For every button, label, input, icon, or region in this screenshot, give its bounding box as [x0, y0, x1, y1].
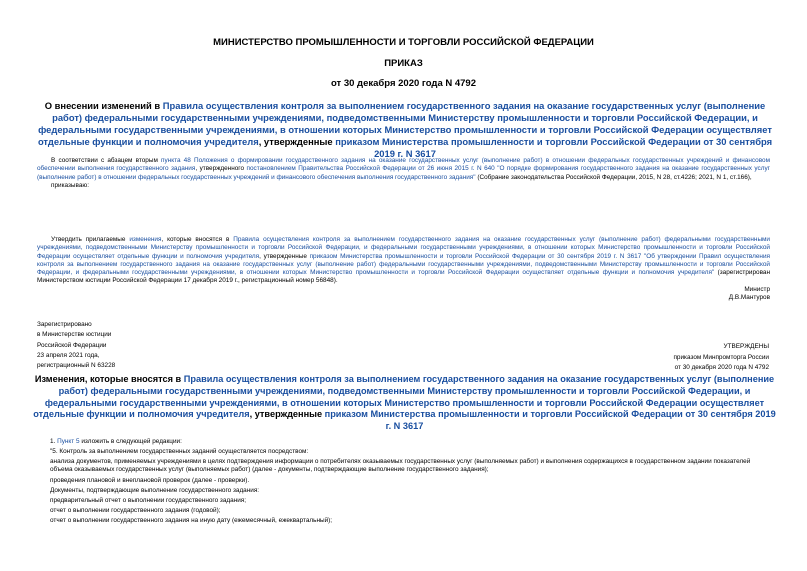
- rules-link[interactable]: Правила осуществления контроля за выполнением государственного задания на оказание государственных услуг (выполнение работ) федеральными государственными учреждениями, подведомственными Министерству промышленности и торговли Российской Федерации, и федеральными государственными учреждениями, в отношении которых Министерство промышленности и торговли Российской Федерации осуществляет отдельные функции и полномочия учредителя: [37, 236, 771, 260]
- item-1: [50, 437, 770, 447]
- title-prefix: О внесении изменений в: [44, 100, 163, 111]
- preamble-text: , утвержденного: [195, 165, 247, 173]
- doc-date-number: от 30 декабря 2020 года N 4792: [330, 78, 476, 89]
- title2-rules-link[interactable]: Правила осуществления контроля за выполнением государственного задания на оказание государственных услуг (выполнение работ) федеральными государственными учреждениями, подведомственными Министерству промышленности и торговли Российской Федерации, и федеральными государственными учреждениями, в отношении которых Министерство промышленности и торговли Российской Федерации осуществляет отдельные функции и полномочия учредителя: [33, 374, 775, 420]
- ministry-heading: МИНИСТЕРСТВО ПРОМЫШЛЕННОСТИ И ТОРГОВЛИ РОССИЙСКОЙ ФЕДЕРАЦИИ: [213, 37, 594, 48]
- ministry-order-link[interactable]: приказом Министерства промышленности и торговли Российской Федерации от 30 сентября 2019 г. N 3617 "Об утверждении Правил осуществления контроля за выполнением государственного задания на оказание государственных услуг (выполнение работ) федеральными государственными учреждениями, подведомственными Министерству промышленности и торговли Российской Федерации, и федеральными государственными учреждениями, в отношении которых Министерство промышленности и торговли Российской Федерации осуществляет отдельные функции и полномочия учредителя": [37, 252, 770, 277]
- clause-5-link[interactable]: Пункт 5: [57, 438, 80, 445]
- preamble: [37, 157, 770, 190]
- quote-line: проведения плановой и внеплановой проверок (далее - проверки).: [50, 476, 250, 484]
- preamble-paragraph-1: [37, 157, 770, 182]
- approved-block: [673, 342, 769, 374]
- approval-text-part: Утвердить прилагаемые: [51, 236, 130, 243]
- doc-type-heading: ПРИКАЗ: [384, 58, 423, 69]
- title2-prefix: Изменения, которые вносятся в: [34, 374, 184, 384]
- government-decree-link[interactable]: постановлением Правительства Российской Федерации от 26 июня 2015 г. N 640 "О порядке формирования государственного задания на оказание государственных услуг (выполнение работ) в отношении федеральных государственных учреждений и финансового обеспечения выполнения государственного задания": [37, 165, 770, 181]
- changes-title: [32, 374, 777, 433]
- item-text: изложить в следующей редакции:: [79, 438, 182, 445]
- registration-line: в Министерстве юстиции: [37, 331, 112, 339]
- title2-middle: , утвержденные: [249, 409, 325, 420]
- approved-line: приказом Минпромторга России: [673, 353, 769, 361]
- quote-line: отчет о выполнении государственного задания на иную дату (ежемесячный, ежеквартальный);: [50, 516, 333, 524]
- title-order-link[interactable]: приказом Министерства промышленности и торговли Российской Федерации от 30 сентября 2019 г. N 3617: [335, 136, 773, 159]
- registration-line: 23 апреля 2021 года,: [37, 351, 100, 359]
- quote-line: "5. Контроль за выполнением государственных заданий осуществляется посредством:: [50, 448, 309, 455]
- approval-text-part: , утвержденные: [259, 252, 310, 260]
- changes-link[interactable]: изменения: [129, 236, 162, 243]
- order-title: [30, 100, 780, 160]
- preamble-text: (Собрание законодательства Российской Федерации, 2015, N 28, ст.4226; 2021, N 1, ст.166),: [475, 173, 752, 181]
- signature-position: Министр: [744, 285, 770, 293]
- registration-line: Зарегистрировано: [37, 321, 92, 328]
- regulation-clause-link[interactable]: пункта 48 Положения о формировании государственного задания на оказание государственных услуг (выполнение работ) в отношении федеральных государственных учреждений и финансовом обеспечении выполнения государственного задания: [37, 157, 770, 173]
- approved-line: УТВЕРЖДЕНЫ: [723, 343, 769, 350]
- preamble-text: В соответствии с абзацем вторым: [51, 157, 162, 164]
- quote-line: предварительный отчет о выполнении государственного задания;: [50, 496, 247, 504]
- title-rules-link[interactable]: Правила осуществления контроля за выполнением государственного задания на оказание государственных услуг (выполнение работ) федеральными государственными учреждениями, подведомственными Министерству промышленности и торговли Российской Федерации, и федеральными государственными учреждениями, в отношении которых Министерство промышленности и торговли Российской Федерации осуществляет отдельные функции и полномочия учредителя: [37, 100, 772, 147]
- approval-text: [37, 236, 770, 286]
- title-middle: , утвержденные: [258, 136, 336, 147]
- registration-block: [37, 320, 115, 371]
- changes-body: [50, 437, 770, 526]
- approved-line: от 30 декабря 2020 года N 4792: [674, 364, 769, 371]
- quote-line: анализа документов, применяемых учреждениями в целях подтверждения информации о потребителях оказываемых государственных услуг (выполняемых работ) и выполнения содержащихся в государственном задании показателей объема оказываемых государственных услуг (выполняемых работ) (далее - документы, подтверждающие выполнение государственного задания);: [50, 458, 751, 474]
- approval-text-part: , которые вносятся в: [161, 236, 234, 243]
- item-number: 1.: [50, 438, 58, 445]
- order-word: приказываю:: [51, 181, 89, 189]
- signature-name: Д.В.Мантуров: [728, 294, 770, 302]
- title2-order-link[interactable]: приказом Министерства промышленности и торговли Российской Федерации от 30 сентября 2019 г. N 3617: [324, 409, 776, 432]
- approval-paragraph: [37, 236, 770, 302]
- registration-line: регистрационный N 63228: [37, 362, 116, 370]
- approval-text-part: (зарегистрирован Министерством юстиции Российской Федерации 17 декабря 2019 г., регистрационный номер 56848).: [37, 269, 770, 285]
- quote-line: отчет о выполнении государственного задания (годовой);: [50, 506, 221, 514]
- quote-line: Документы, подтверждающие выполнение государственного задания:: [50, 486, 260, 494]
- registration-line: Российской Федерации: [37, 341, 107, 349]
